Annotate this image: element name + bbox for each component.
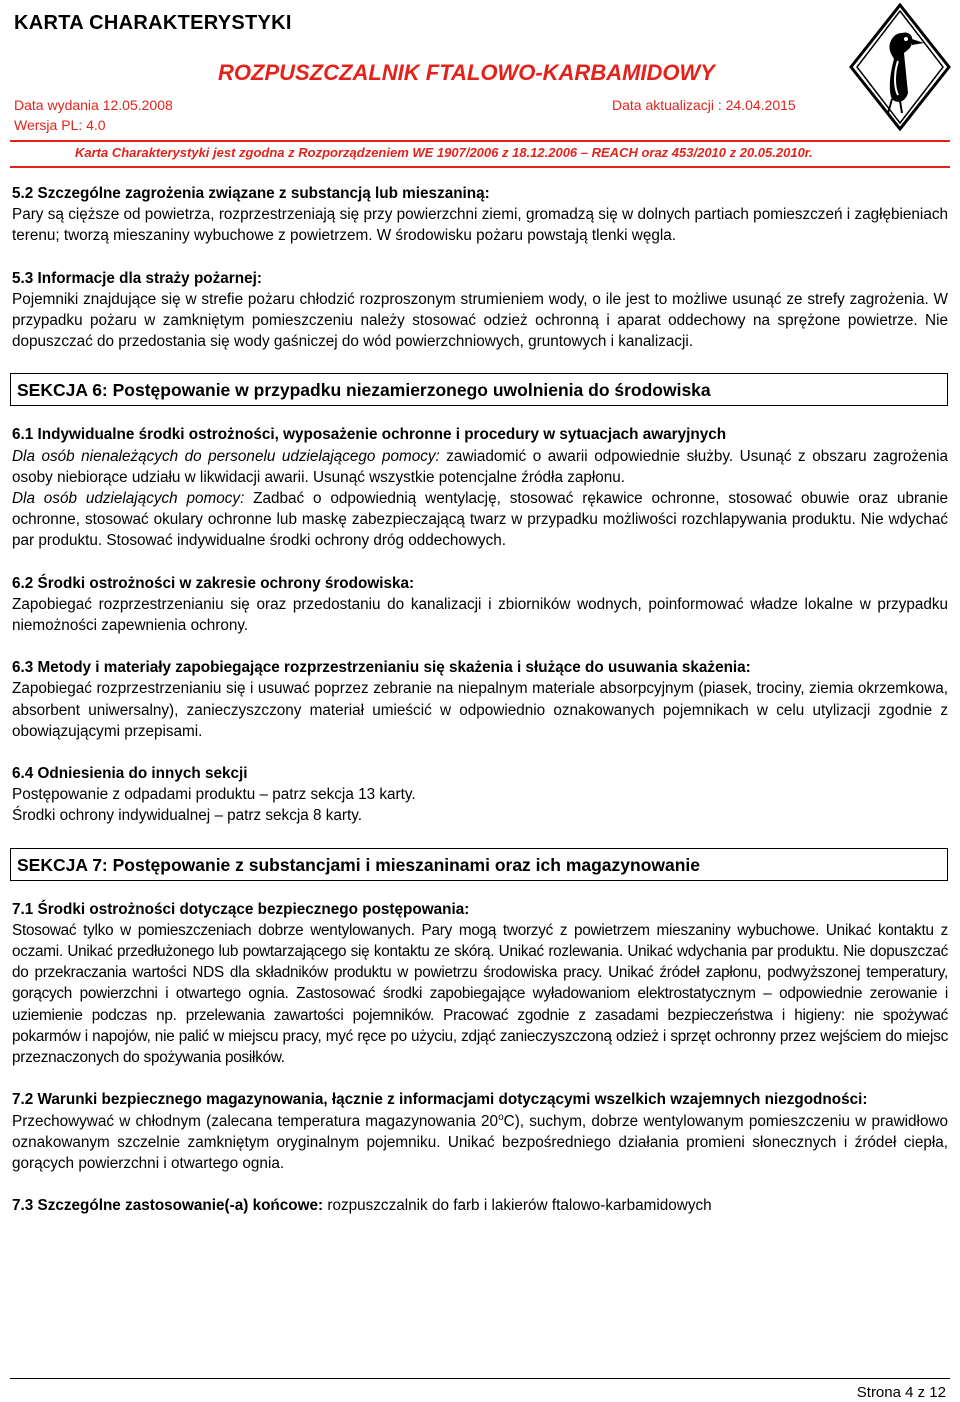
text-6-1-a xyxy=(12,446,948,488)
heading-5-2: 5.2 Szczególne zagrożenia związane z substancją lub mieszaniną: xyxy=(12,185,490,202)
lead-6-1-b: Dla osób udzielających pomocy: xyxy=(12,490,245,508)
text-7-1: Stosować tylko w pomieszczeniach dobrze wentylowanych. Pary mogą tworzyć z powietrzem mieszaniny wybuchowe. Unikać kontaktu z oczami. Unikać przedłużonego lub powtarzającego się kontaktu ze skórą. Unikać rozlewania. Unikać wdychania par produktu. Nie dopuszczać do przekraczania wartości NDS dla składników produktu w powietrzu środowiska pracy. Unikać źródeł zapłonu, podwyższonej temperatury, gorących powierzchni i otwartego ognia. Zastosować środki zapobiegające wyładowaniom elektrostatycznym – odpowiednie zerowanie i uziemienie podczas np. przelewania zawartości pojemników. Pracować zgodnie z zasadami bezpieczeństwa i higieny: nie spożywać pokarmów i napojów, nie palić w miejscu pracy, myć ręce po użyciu, zdjąć zanieczyszczoną odzież i sprzęt ochronny przez wejściem do miejsc przeznaczonych do spożywania posiłków. xyxy=(12,921,948,1067)
page-number: Strona 4 z 12 xyxy=(856,1384,946,1401)
text-5-2: Pary są cięższe od powietrza, rozprzestrzeniają się przy powierzchni ziemi, gromadzą się w dolnych partiach pomieszczeń i zagłębieniach terenu; tworzą mieszaniny wybuchowe z powietrzem. W środowisku pożaru powstają tlenki węgla. xyxy=(12,206,948,245)
document-title: KARTA CHARAKTERYSTYKI xyxy=(14,12,292,34)
header-rule-bottom xyxy=(10,166,950,168)
footer-rule xyxy=(10,1378,950,1379)
update-date: Data aktualizacji : 24.04.2015 xyxy=(612,97,796,113)
text-6-4-line1: Postępowanie z odpadami produktu – patrz sekcja 13 karty. xyxy=(12,786,416,804)
body-7-3: rozpuszczalnik do farb i lakierów ftalowo-karbamidowych xyxy=(323,1197,712,1215)
heading-6-4: 6.4 Odniesienia do innych sekcji xyxy=(12,765,248,783)
text-6-3: Zapobiegać rozprzestrzenianiu się i usuwać poprzez zebranie na niepalnym materiale absorpcyjnym (piasek, trociny, ziemia okrzemkowa, absorbent uniwersalny), zanieczyszczony materiał umieścić w odpowiednio oznakowanych pojemnikach w celu utylizacji zgodnie z obowiązującymi przepisami. xyxy=(12,680,948,740)
section-6-title: SEKCJA 6: Postępowanie w przypadku niezamierzonego uwolnienia do środowiska xyxy=(10,373,948,406)
heading-6-2: 6.2 Środki ostrożności w zakresie ochrony środowiska: xyxy=(12,574,415,592)
product-name: ROZPUSZCZALNIK FTALOWO-KARBAMIDOWY xyxy=(218,60,715,85)
compliance-note: Karta Charakterystyki jest zgodna z Rozporządzeniem WE 1907/2006 z 18.12.2006 – REACH oraz 453/2010 z 20.05.2010r. xyxy=(75,145,813,160)
heading-7-2: 7.2 Warunki bezpiecznego magazynowania, łącznie z informacjami dotyczącymi wszelkich wzajemnych niezgodności: xyxy=(12,1091,868,1109)
text-6-4-line2: Środki ochrony indywidualnej – patrz sekcja 8 karty. xyxy=(12,807,363,825)
text-6-2: Zapobiegać rozprzestrzenianiu się oraz przedostaniu do kanalizacji i zbiorników wodnych, poinformować władze lokalne w przypadku niemożności zapewnienia ochrony. xyxy=(12,595,948,635)
section-7-title: SEKCJA 7: Postępowanie z substancjami i mieszaninami oraz ich magazynowanie xyxy=(10,848,948,881)
issue-date: Data wydania 12.05.2008 xyxy=(14,97,173,113)
text-7-2-b: C), suchym, dobrze wentylowanym pomieszczeniu w prawidłowo oznakowanym szczelnie zamkniętym oryginalnym pojemniku. Unikać bezpośredniego działania promieni słonecznych i źródeł ciepła, gorących powierzchni i otwartego ognia. xyxy=(12,1112,949,1172)
text-6-1-b xyxy=(12,488,948,552)
heading-6-3: 6.3 Metody i materiały zapobiegające rozprzestrzenianiu się skażenia i służące do usuwania skażenia: xyxy=(12,659,751,677)
text-5-3: Pojemniki znajdujące się w strefie pożaru chłodzić rozproszonym strumieniem wody, o ile jest to możliwe usunąć ze strefy zagrożenia. W przypadku pożaru w zamkniętym pomieszczeniu należy stosować odzież ochronną i aparat oddechowy na sprężone powietrze. Nie dopuszczać do przedostania się wody gaśniczej do wód powierzchniowych, gruntowych i kanalizacji. xyxy=(12,290,948,351)
heading-7-3: 7.3 Szczególne zastosowanie(-a) końcowe: xyxy=(12,1197,324,1215)
document-body xyxy=(12,183,948,1216)
body-6-1-a: zawiadomić o awarii odpowiednie służby. Usunąć z obszaru zagrożenia osoby niebiorące udziału w likwidacji awarii. Usunąć wszystkie potencjalne źródła zapłonu. xyxy=(12,447,948,486)
version: Wersja PL: 4.0 xyxy=(14,117,106,133)
heading-5-3: 5.3 Informacje dla straży pożarnej: xyxy=(12,269,262,287)
heading-7-1: 7.1 Środki ostrożności dotyczące bezpiecznego postępowania: xyxy=(12,900,470,918)
bird-logo-icon xyxy=(848,3,952,131)
degree-sign: o xyxy=(498,1111,504,1123)
text-7-3 xyxy=(12,1195,948,1216)
header-rule-top xyxy=(10,140,950,142)
text-7-2 xyxy=(12,1111,948,1175)
text-7-2-a: Przechowywać w chłodnym (zalecana temperatura magazynowania 20 xyxy=(12,1112,499,1130)
body-6-1-b: Zadbać o odpowiednią wentylację, stosować rękawice ochronne, stosować obuwie oraz ubranie ochronne, stosować okulary ochronne lub maskę zabezpieczającą twarz w przypadku możliwości rozchlapywania produktu. Nie wdychać par produktu. Stosować indywidualne środki ochrony dróg oddechowych. xyxy=(12,490,948,550)
lead-6-1-a: Dla osób nienależących do personelu udzielającego pomocy: xyxy=(12,447,440,465)
heading-6-1: 6.1 Indywidualne środki ostrożności, wyposażenie ochronne i procedury w sytuacjach awaryjnych xyxy=(12,426,727,444)
